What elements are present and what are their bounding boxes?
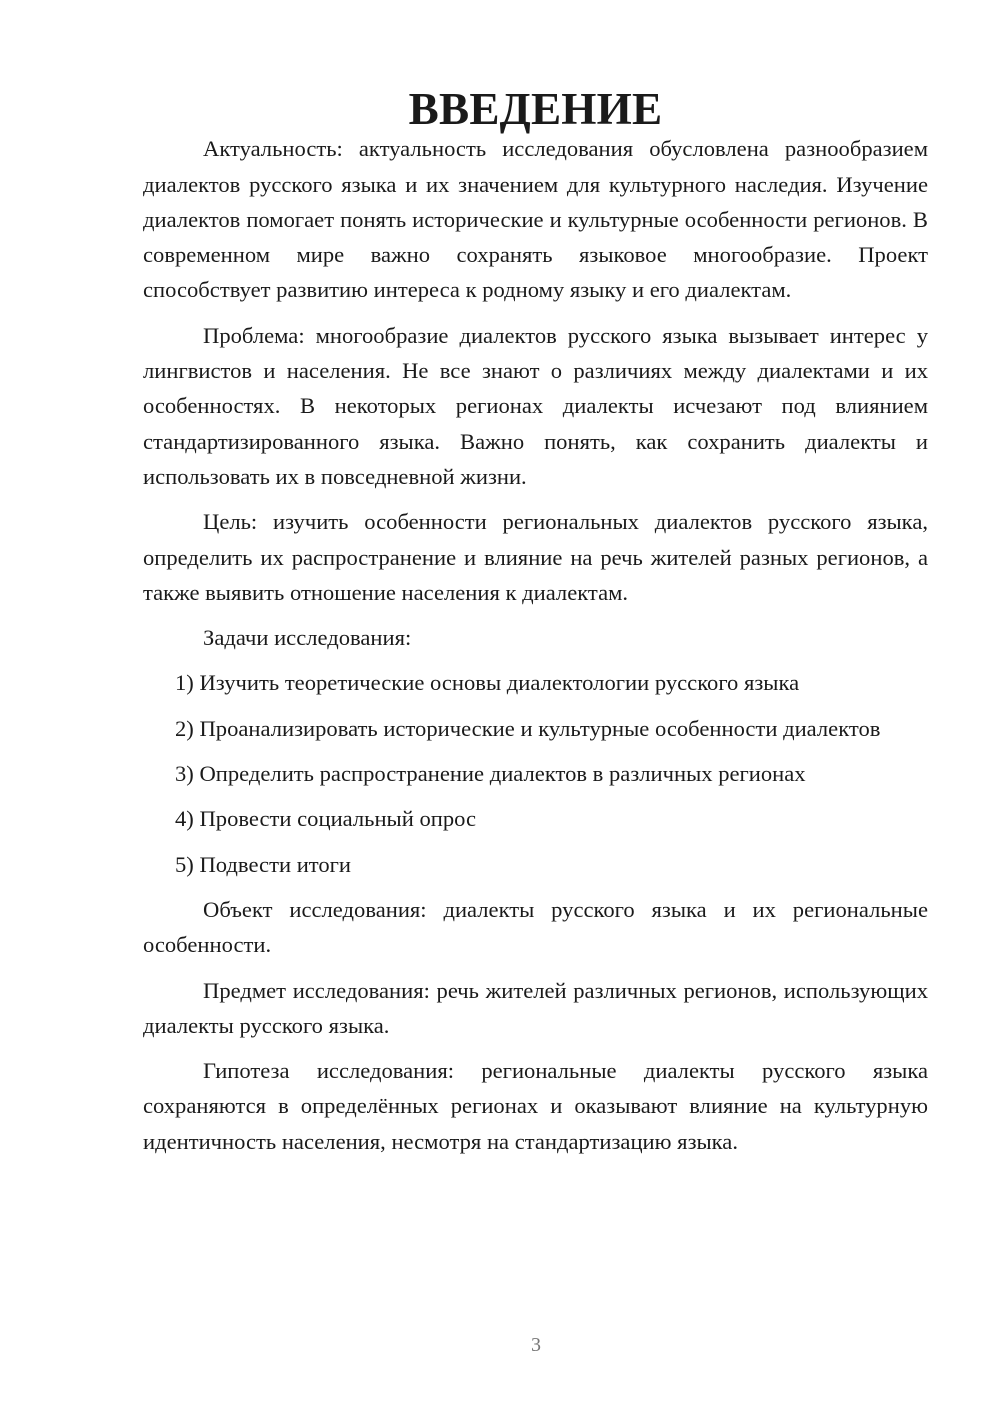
problem-paragraph: Проблема: многообразие диалектов русского языка вызывает интерес у лингвистов и населения. Не все знают о различиях между диалектами и их особенностях. В некоторых регионах диалекты исчезают под влиянием стандартизированного языка. Важно понять, как сохранить диалекты и использовать их в повседневной жизни. xyxy=(143,322,928,489)
tasks-list xyxy=(143,665,928,881)
subject-paragraph: Предмет исследования: речь жителей различных регионов, использующих диалекты русского языка. xyxy=(143,977,928,1038)
task-item-3: 3) Определить распространение диалектов в различных регионах xyxy=(175,761,806,787)
goal-paragraph: Цель: изучить особенности региональных диалектов русского языка, определить их распространение и влияние на речь жителей разных регионов, а также выявить отношение населения к диалектам. xyxy=(143,509,928,605)
relevance-paragraph: Актуальность: актуальность исследования обусловлена разнообразием диалектов русского языка и их значением для культурного наследия. Изучение диалектов помогает понять исторические и культурные особенности регионов. В современном мире важно сохранять языковое многообразие. Проект способствует развитию интереса к родному языку и его диалектам. xyxy=(143,136,928,303)
tasks-title: Задачи исследования: xyxy=(203,625,412,651)
task-item-1: 1) Изучить теоретические основы диалектологии русского языка xyxy=(175,670,800,696)
object-paragraph: Объект исследования: диалекты русского языка и их региональные особенности. xyxy=(143,896,928,958)
hypothesis-paragraph: Гипотеза исследования: региональные диалекты русского языка сохраняются в определённых регионах и оказывают влияние на культурную идентичность населения, несмотря на стандартизацию языка. xyxy=(143,1058,928,1154)
page-number: 3 xyxy=(531,1334,541,1356)
task-item-2: 2) Проанализировать исторические и культурные особенности диалектов xyxy=(175,715,881,741)
page-content xyxy=(143,84,928,1169)
task-item-4: 4) Провести социальный опрос xyxy=(175,806,477,832)
section-heading: ВВЕДЕНИЕ xyxy=(408,84,663,134)
task-item-5: 5) Подвести итоги xyxy=(175,851,352,877)
